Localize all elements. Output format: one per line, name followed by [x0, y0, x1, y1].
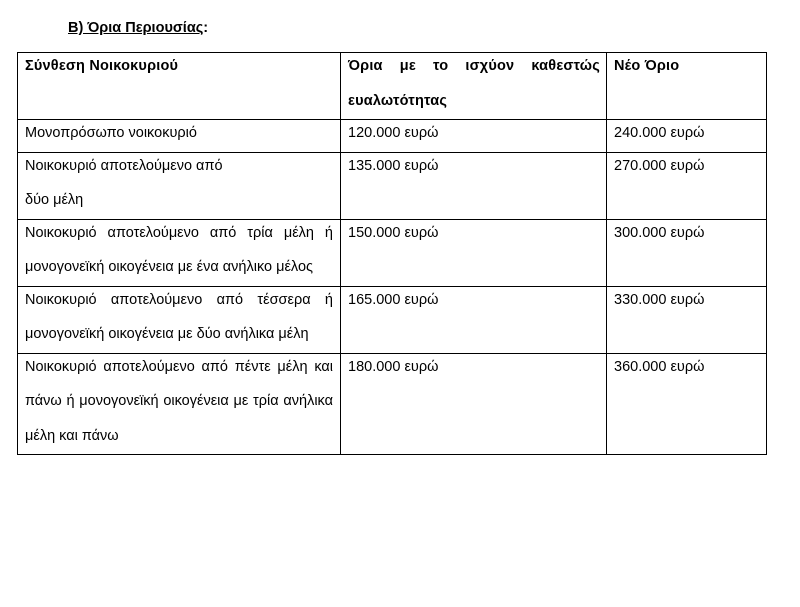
table-row	[18, 353, 767, 455]
composition-cell: Νοικοκυριό αποτελούμενο από τέσσερα ή μονογονεϊκή οικογένεια με δύο ανήλικα μέλη	[18, 286, 341, 353]
column-header-composition: Σύνθεση Νοικοκυριού	[18, 53, 341, 120]
table-row	[18, 219, 767, 286]
current-limit-cell: 150.000 ευρώ	[341, 219, 607, 286]
table-row	[18, 286, 767, 353]
current-limit-cell: 135.000 ευρώ	[341, 152, 607, 219]
current-limit-cell: 165.000 ευρώ	[341, 286, 607, 353]
new-limit-cell: 240.000 ευρώ	[607, 120, 767, 153]
composition-cell: Μονοπρόσωπο νοικοκυριό	[18, 120, 341, 153]
composition-cell: Νοικοκυριό αποτελούμενο από δύο μέλη	[18, 152, 341, 219]
new-limit-cell: 270.000 ευρώ	[607, 152, 767, 219]
current-limit-cell: 120.000 ευρώ	[341, 120, 607, 153]
new-limit-cell: 360.000 ευρώ	[607, 353, 767, 455]
new-limit-cell: 330.000 ευρώ	[607, 286, 767, 353]
column-header-current-limit: Όρια με το ισχύον καθεστώς ευαλωτότητας	[341, 53, 607, 120]
current-limit-cell: 180.000 ευρώ	[341, 353, 607, 455]
table-header-row	[18, 53, 767, 120]
new-limit-cell: 300.000 ευρώ	[607, 219, 767, 286]
section-heading	[68, 20, 208, 36]
section-heading-colon: :	[203, 20, 209, 36]
column-header-new-limit: Νέο Όριο	[607, 53, 767, 120]
section-heading-text: Β) Όρια Περιουσίας	[68, 20, 204, 36]
composition-cell: Νοικοκυριό αποτελούμενο από τρία μέλη ή μονογονεϊκή οικογένεια με ένα ανήλικο μέλος	[18, 219, 341, 286]
property-limits-table	[17, 52, 767, 455]
table-row	[18, 152, 767, 219]
table-row	[18, 120, 767, 153]
composition-cell: Νοικοκυριό αποτελούμενο από πέντε μέλη και πάνω ή μονογονεϊκή οικογένεια με τρία ανήλικα μέλη και πάνω	[18, 353, 341, 455]
